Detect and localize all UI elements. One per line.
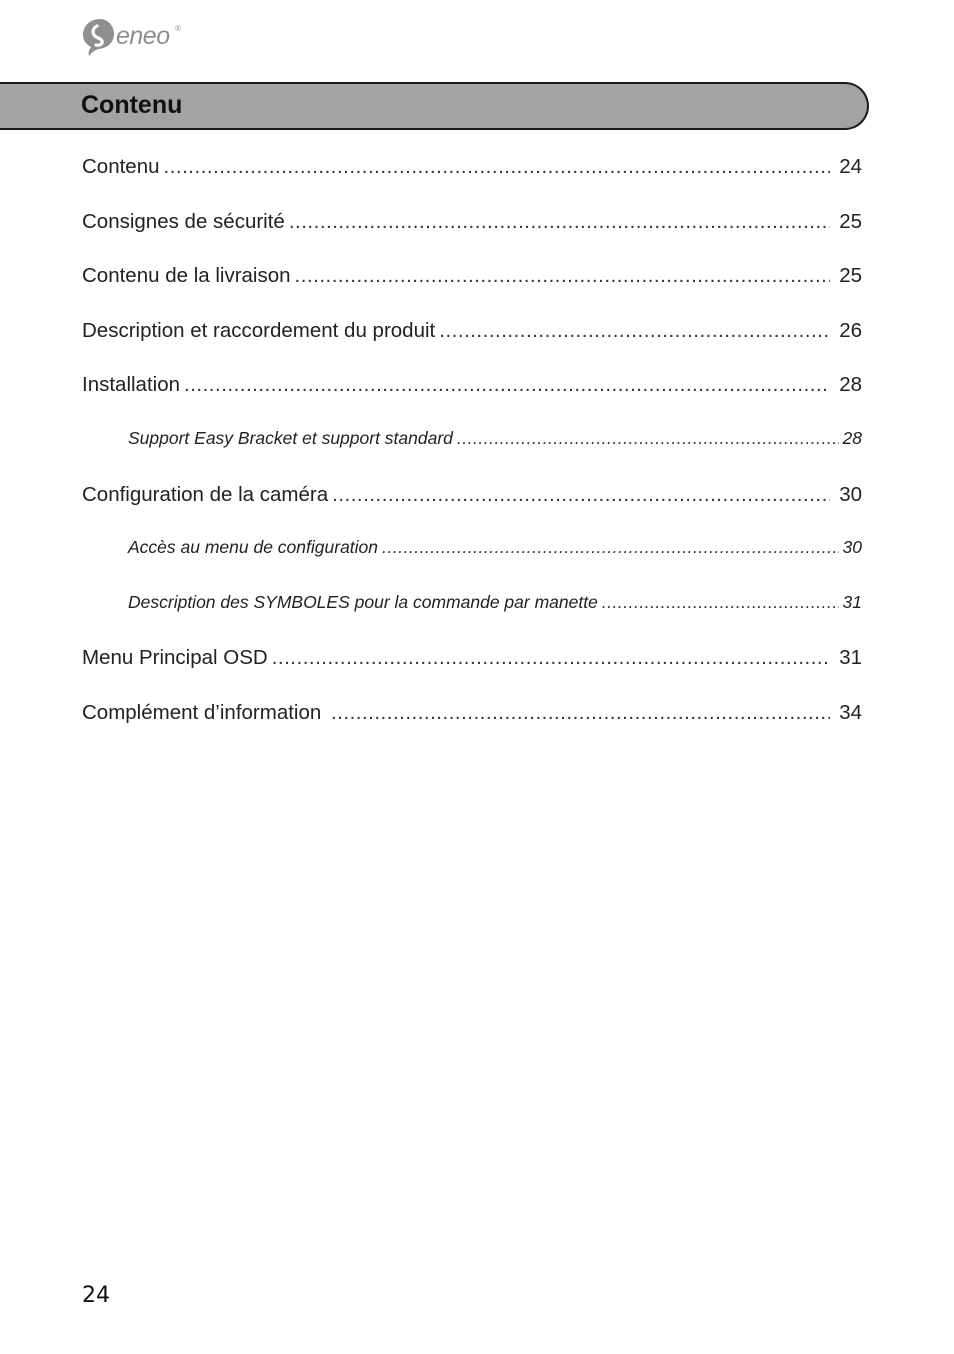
toc-dot-leader bbox=[184, 373, 830, 397]
toc-entry-page: 34 bbox=[839, 700, 862, 724]
toc-entry-page: 31 bbox=[842, 591, 862, 612]
toc-entry-page: 28 bbox=[839, 373, 862, 397]
toc-dot-leader bbox=[602, 592, 839, 613]
toc-dot-leader bbox=[439, 319, 830, 343]
toc-entry-label: Configuration de la caméra bbox=[82, 482, 329, 506]
toc-entry-label: Menu Principal OSD bbox=[82, 646, 268, 670]
eneo-logo-text: eneo bbox=[116, 22, 170, 50]
toc-entry-page: 28 bbox=[842, 427, 862, 448]
toc-entry-label: Installation bbox=[82, 373, 181, 397]
toc-entry-installation[interactable] bbox=[82, 373, 862, 428]
toc-dot-leader bbox=[331, 701, 830, 725]
toc-entry-page: 25 bbox=[839, 264, 862, 288]
toc-subentry-symboles[interactable] bbox=[82, 592, 862, 647]
toc-dot-leader bbox=[295, 264, 830, 288]
registered-mark: ® bbox=[175, 24, 181, 33]
table-of-contents bbox=[82, 155, 862, 756]
toc-subentry-acces-menu[interactable] bbox=[82, 537, 862, 592]
toc-entry-page: 25 bbox=[839, 209, 862, 233]
toc-entry-livraison[interactable] bbox=[82, 264, 862, 319]
toc-entry-page: 30 bbox=[842, 537, 862, 558]
toc-entry-label: Consignes de sécurité bbox=[82, 209, 285, 233]
toc-dot-leader bbox=[164, 155, 830, 179]
toc-dot-leader bbox=[457, 428, 839, 449]
page-title: Contenu bbox=[81, 91, 183, 119]
toc-entry-consignes[interactable] bbox=[82, 210, 862, 265]
toc-entry-label: Description et raccordement du produit bbox=[82, 318, 436, 342]
toc-entry-page: 24 bbox=[839, 155, 862, 178]
toc-entry-page: 31 bbox=[839, 646, 862, 670]
toc-entry-label: Description des SYMBOLES pour la commande par manette bbox=[128, 591, 598, 612]
toc-entry-page: 26 bbox=[839, 318, 862, 342]
toc-entry-configuration[interactable] bbox=[82, 483, 862, 538]
toc-entry-complement[interactable] bbox=[82, 701, 862, 756]
toc-dot-leader bbox=[332, 483, 830, 507]
eneo-logo bbox=[80, 16, 184, 58]
toc-entry-label: Accès au menu de configuration bbox=[128, 537, 379, 558]
toc-entry-label: Contenu de la livraison bbox=[82, 264, 291, 288]
toc-dot-leader bbox=[272, 646, 830, 670]
page-number: 24 bbox=[82, 1283, 110, 1308]
toc-entry-contenu[interactable] bbox=[82, 155, 862, 210]
toc-dot-leader bbox=[289, 210, 830, 234]
eneo-logo-icon bbox=[80, 16, 120, 58]
toc-entry-label: Contenu bbox=[82, 155, 160, 178]
toc-entry-label: Support Easy Bracket et support standard bbox=[128, 427, 453, 448]
toc-subentry-easy-bracket[interactable] bbox=[82, 428, 862, 483]
toc-entry-page: 30 bbox=[839, 482, 862, 506]
toc-entry-menu-osd[interactable] bbox=[82, 646, 862, 701]
toc-entry-label: Complément d’information bbox=[82, 700, 327, 724]
toc-dot-leader bbox=[382, 537, 839, 558]
toc-entry-description-produit[interactable] bbox=[82, 319, 862, 374]
